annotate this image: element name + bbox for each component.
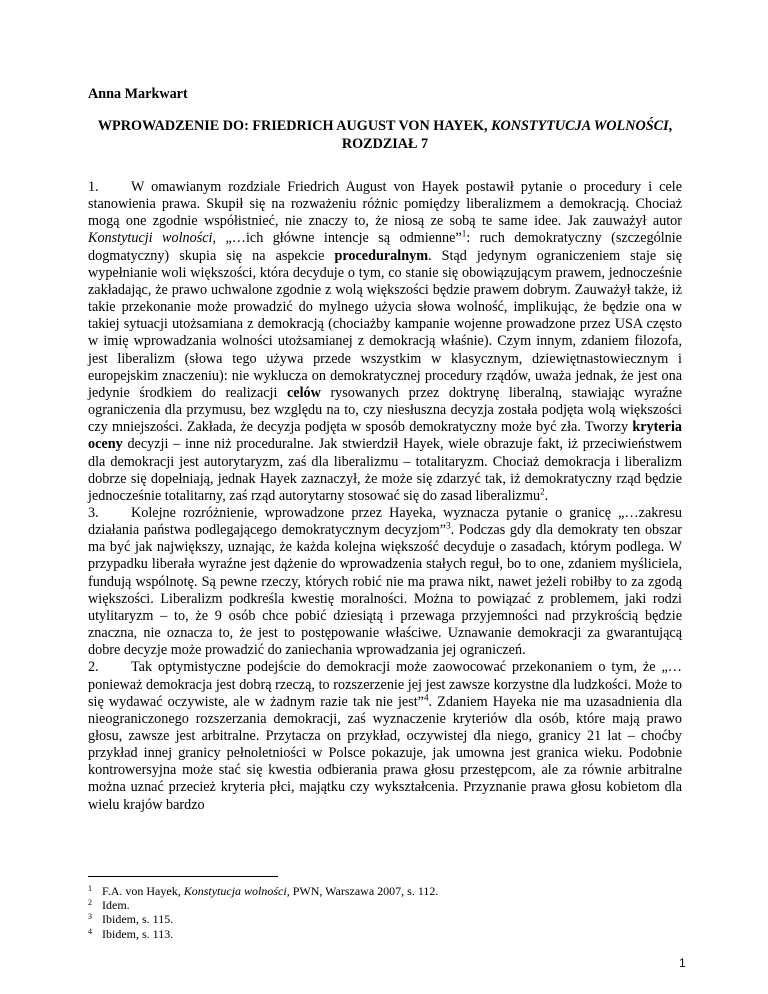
author-name: Anna Markwart — [88, 86, 188, 102]
paragraph-text: . Stąd jedynym ograniczeniem staje się wypełnianie woli większości, która decyduje o tym, co stanie się obowiązującym prawem, jednocześnie zakładając, że prawo uchwalone zgodnie z wolą większości będzie prawem dobrym. Zauważył także, iż takie przekonanie może prowadzić do mylnego użycia słowa wolność, implikując, że będzie ona w takiej sytuacji utożsamiana z demokracją (chociażby kampanie wojenne prowadzone przez USA często w imię wprowadzania wolności utożsamianej z demokracją właśnie). Czym innym, zdaniem filozofa, jest liberalizm (słowa tego używa przede wszystkim w klasycznym, dziewiętnastowiecznym i europejskim znaczeniu): nie wyklucza on demokratycznej procedury rządów, uważa jednak, że jest ona jedynie środkiem do realizacji — [88, 247, 683, 401]
footnote-4 — [88, 927, 682, 941]
footnote-text: , PWN, Warszawa 2007, s. 112. — [286, 884, 439, 898]
paragraph-text: Kolejne rozróżnienie, wprowadzone przez Hayeka, wyznacza pytanie o granicę „…zakresu działania państwa podlegającego demokratycznym decyzjom” — [88, 504, 682, 539]
title-part3: , ROZDZIAŁ 7 — [341, 118, 673, 152]
paragraph-number: 2. — [88, 659, 99, 676]
footnote-ref[interactable]: 2 — [540, 486, 545, 497]
footnote-text: Ibidem, s. 113. — [102, 926, 174, 941]
document-title — [88, 118, 682, 153]
paragraph-text: . Zdaniem Hayeka nie ma uzasadnienia dla nieograniczonego rozszerzania demokracji, zaś wyznaczenie kryteriów dla osób, które mają prawo głosu, zawsze jest arbitralne. Przytacza on przykład, oczywistej dla niego, granicy 21 lat – choćby przykład innej granicy pełnoletniości w Polsce pokazuje, jak umowna jest granica wieku. Podobnie kontrowersyjna może stać się kwestia odbierania prawa głosu przestępcom, ale za równie arbitralne można uznać przecież kryteria płci, majątku czy wykształcenia. Przyznanie prawa głosu kobietom dla wielu krajów bardzo — [88, 693, 682, 813]
page-number: 1 — [679, 956, 686, 970]
footnote-3 — [88, 912, 682, 926]
book-title-italic: Konstytucji wolności — [88, 230, 213, 247]
footnote-number: 1 — [88, 884, 92, 893]
footnote-text: Idem. — [102, 898, 130, 913]
title-part1: WPROWADZENIE DO: FRIEDRICH AUGUST VON HAYEK, — [97, 118, 492, 134]
paragraph-text: rysowanych przez doktrynę liberalną, stawiając wyraźne ograniczenia dla przymusu, bez względu na to, czy niesłuszna decyzja została podjęta wolą większości czy mniejszości. Zakłada, że decyzja podjęta w sposób demokratyczny może być zła. Tworzy — [88, 384, 682, 436]
paragraph-text: Tak optymistyczne podejście do demokracji może zaowocować przekonaniem o tym, że „…ponieważ demokracja jest dobrą rzeczą, to rozszerzenie jej jest zawsze korzystne dla ludzkości. Może to się wydawać oczywiste, ale w żadnym razie tak nie jest” — [88, 659, 682, 710]
paragraph-3 — [88, 505, 682, 659]
footnote-1 — [88, 884, 682, 898]
emphasis-bold: proceduralnym — [334, 247, 429, 264]
emphasis-bold: celów — [287, 384, 321, 401]
footnote-ref[interactable]: 1 — [461, 228, 467, 239]
footnote-text: Ibidem, s. 115. — [102, 912, 174, 927]
footnote-number: 4 — [88, 926, 92, 936]
paragraph-text: . Podczas gdy dla demokraty ten obszar ma być jak największy, uznając, że każda kolejna większość decyduje o zasadach, którym podlega. W przypadku liberała wyraźne jest dążenie do wprowadzenia stałych reguł, bo to one, zdaniem myśliciela, fundują wspólnotę. Są pewne rzeczy, których robić nie ma prawa nikt, nawet jeżeli robiłby to za zgodą większości. Liberalizm podkreśla kwestię moralności. Można to powiązać z problemem, jaki rodzi utylitaryzm – to, że 9 osób chce pobić dziesiątą i przewaga przyjemności nad przykrością będzie znaczna, nie oznacza to, że jest to postępowanie właściwe. Uznawanie demokracji za gwarantującą dobre decyzje może prowadzić do zaniechania wprowadzania jej ograniczeń. — [88, 522, 682, 659]
paragraph-text: , „…ich główne intencje są odmienne” — [212, 230, 462, 247]
paragraph-number: 3. — [88, 504, 99, 521]
paragraph-1 — [88, 179, 682, 505]
paragraph-text: : ruch demokratyczny (szczególnie dogmatyczny) skupia się na aspekcie — [88, 230, 682, 264]
footnote-number: 2 — [88, 898, 92, 908]
footnotes — [88, 884, 682, 941]
footnote-separator — [88, 876, 278, 877]
footnote-2 — [88, 898, 682, 912]
body-text — [88, 179, 682, 814]
paragraph-text: W omawianym rozdziale Friedrich August von Hayek postawił pytanie o procedury i cele stanowienia prawa. Skupił się na rozważeniu różnic pomiędzy liberalizmem a demokracją. Chociaż mogą one zgodnie współistnieć, nie znaczy to, że niosą ze sobą te same idee. Jak zauważył autor — [88, 179, 682, 230]
emphasis-bold: kryteria oceny — [88, 419, 682, 453]
paragraph-2 — [88, 659, 682, 813]
paragraph-text: . — [544, 487, 549, 504]
footnote-book-title: Konstytucja wolności — [183, 884, 287, 898]
footnote-ref[interactable]: 4 — [423, 691, 429, 702]
paragraph-number: 1. — [88, 179, 99, 195]
footnote-number: 3 — [88, 912, 92, 922]
title-book-name: KONSTYTUCJA WOLNOŚCI — [491, 118, 669, 134]
paragraph-text: decyzji – inne niż proceduralne. Jak stwierdził Hayek, wiele obrazuje fakt, iż przeciwieństwem dla demokracji jest autorytaryzm, zaś dla liberalizmu – totalitaryzm. Chociaż demokracja i liberalizm dobrze się dopełniają, jednak Hayek zaznaczył, że może się zdarzyć tak, iż demokratyczny rząd będzie jednocześnie totalitarny, zaś rząd autorytarny stosować się do zasad liberalizmu — [88, 436, 682, 504]
footnote-text: F.A. von Hayek, — [102, 884, 184, 898]
footnote-ref[interactable]: 3 — [446, 520, 451, 531]
